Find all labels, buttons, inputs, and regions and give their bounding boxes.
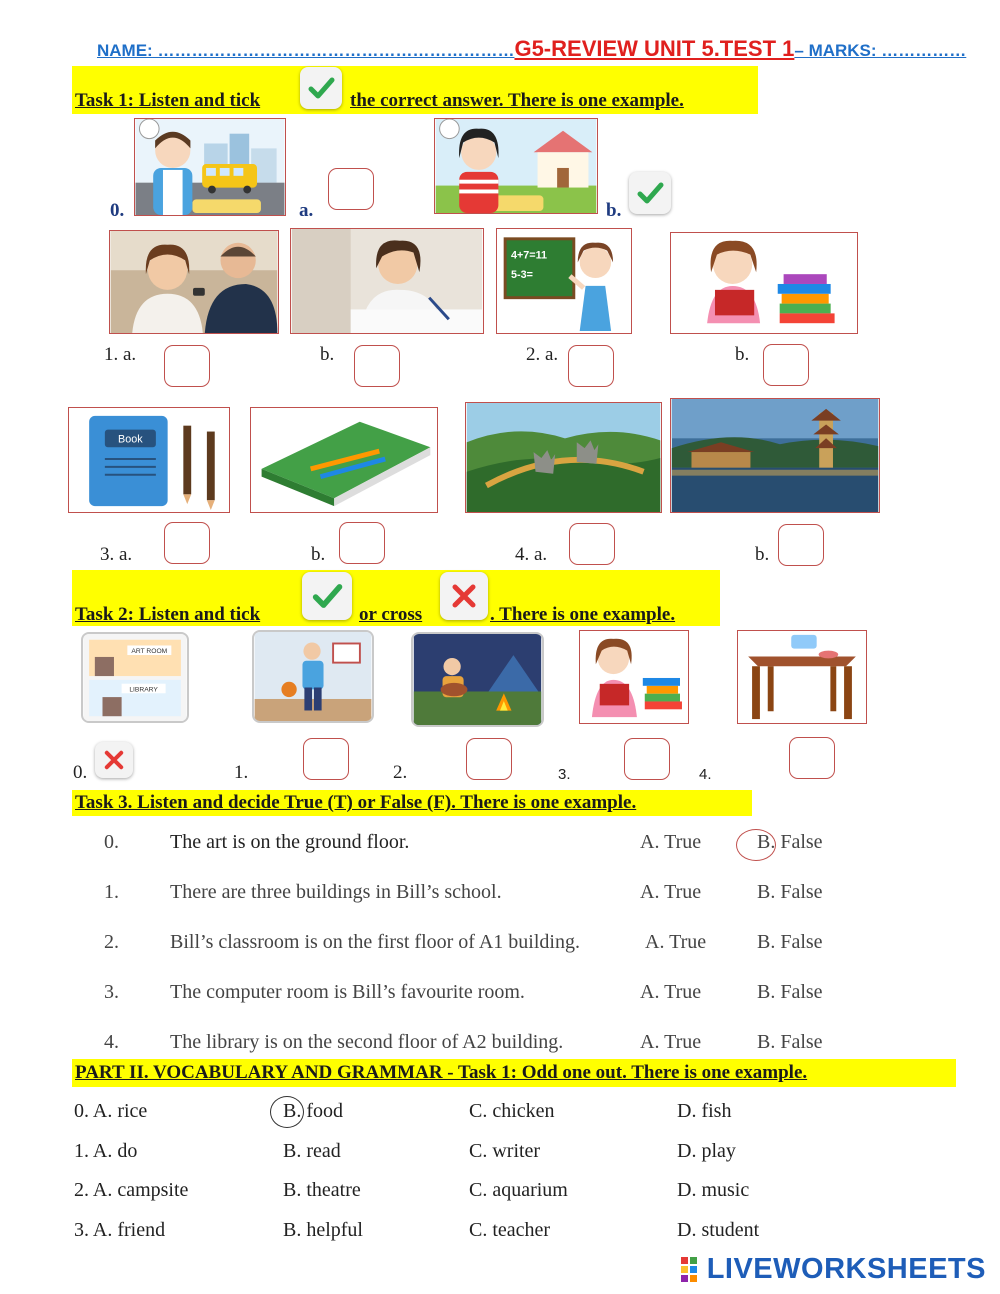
t3-num-3: 3. <box>104 981 119 1003</box>
header <box>97 36 966 62</box>
p2-item-1-b[interactable]: B. read <box>283 1140 341 1162</box>
t3-option-b-4[interactable]: B. False <box>757 1031 823 1053</box>
t3-text-2: Bill’s classroom is on the first floor of A1 building. <box>170 931 580 953</box>
art-room-sign: ART ROOM <box>131 648 168 656</box>
answer-box-4a[interactable] <box>569 523 615 565</box>
t2-label-4: 4. <box>699 766 712 783</box>
p2-item-1-a[interactable]: 1. A. do <box>74 1140 138 1162</box>
q1b-label: b. <box>320 344 335 365</box>
p2-item-1-c[interactable]: C. writer <box>469 1140 541 1162</box>
answer-box-3a[interactable] <box>164 522 210 564</box>
p2-item-0-b: B. food <box>283 1100 343 1122</box>
task1-heading-end: the correct answer. There is one example. <box>350 90 684 111</box>
p2-item-3-d[interactable]: D. student <box>677 1219 760 1241</box>
p2-item-2-b[interactable]: B. theatre <box>283 1179 361 1201</box>
p2-item-3-a[interactable]: 3. A. friend <box>74 1219 166 1241</box>
answer-box-4b[interactable] <box>778 524 824 566</box>
pagoda-lake-picture <box>670 398 880 513</box>
name-label: NAME: ……………………………………………………… <box>97 41 515 60</box>
t2-label-0: 0. <box>73 762 88 783</box>
t2-label-2: 2. <box>393 762 408 783</box>
t3-option-b-2[interactable]: B. False <box>757 931 823 953</box>
marks-label: – MARKS: …………… <box>794 41 967 60</box>
girl-reading-picture <box>670 232 858 334</box>
girl-house-picture <box>434 118 598 214</box>
cross-icon <box>95 742 133 778</box>
t2-label-1: 1. <box>234 762 249 783</box>
green-book-picture <box>250 407 438 513</box>
girl-writing-picture <box>290 228 484 334</box>
interview-picture <box>109 230 279 334</box>
table-picture <box>737 630 867 724</box>
p2-item-2-a[interactable]: 2. A. campsite <box>74 1179 189 1201</box>
cross-icon <box>440 572 488 620</box>
page-title: G5-REVIEW UNIT 5.TEST 1 <box>514 36 795 61</box>
boy-basketball-picture <box>252 630 374 723</box>
t3-text-3: The computer room is Bill’s favourite room. <box>170 981 525 1003</box>
q4b-label: b. <box>755 544 770 565</box>
answer-box-2b[interactable] <box>763 344 809 386</box>
p2-item-2-d[interactable]: D. music <box>677 1179 750 1201</box>
task3-heading: Task 3. Listen and decide True (T) or False (F). There is one example. <box>75 792 637 813</box>
t3-option-b-0: B. False <box>757 831 823 853</box>
notebook-pencils-picture <box>68 407 230 513</box>
t3-num-1: 1. <box>104 881 119 903</box>
q3b-label: b. <box>311 544 326 565</box>
logo-grid-icon <box>681 1257 707 1283</box>
board-text-1: 4+7=11 <box>511 249 548 262</box>
example-label-b: b. <box>606 200 622 221</box>
girl-blackboard-picture <box>496 228 632 334</box>
notebook-word: Book <box>118 433 143 446</box>
t3-text-1: There are three buildings in Bill’s school. <box>170 881 502 903</box>
golden-bridge-picture <box>465 402 662 513</box>
answer-box-t2-4[interactable] <box>789 737 835 779</box>
p2-item-0-a: 0. A. rice <box>74 1100 148 1122</box>
t2-label-3: 3. <box>558 766 571 783</box>
tick-icon <box>629 172 671 214</box>
t3-option-b-3[interactable]: B. False <box>757 981 823 1003</box>
answer-box-2a[interactable] <box>568 345 614 387</box>
q2a-label: 2. a. <box>526 344 559 365</box>
q3a-label: 3. a. <box>100 544 133 565</box>
tick-icon <box>300 67 342 109</box>
part2-heading: PART II. VOCABULARY AND GRAMMAR - Task 1: Odd one out. There is one example. <box>75 1062 808 1083</box>
task1-heading-start: Task 1: Listen and tick <box>75 90 261 111</box>
t3-text-4: The library is on the second floor of A2 building. <box>170 1031 564 1053</box>
t3-option-a-0: A. True <box>640 831 702 853</box>
p2-item-3-c[interactable]: C. teacher <box>469 1219 551 1241</box>
tick-icon <box>302 572 352 620</box>
answer-box-t2-1[interactable] <box>303 738 349 780</box>
liveworksheets-logo <box>681 1253 986 1286</box>
art-room-library-picture <box>81 632 189 723</box>
t3-text-0: The art is on the ground floor. <box>170 831 410 853</box>
answer-box-t2-2[interactable] <box>466 738 512 780</box>
camping-guitar-picture <box>411 632 544 727</box>
t3-option-a-3[interactable]: A. True <box>640 981 702 1003</box>
q1a-label: 1. a. <box>104 344 137 365</box>
answer-box-1b[interactable] <box>354 345 400 387</box>
library-sign: LIBRARY <box>129 686 158 694</box>
answer-box-t2-3[interactable] <box>624 738 670 780</box>
board-text-2: 5-3= <box>511 269 533 282</box>
boy-street-picture <box>134 118 286 216</box>
t3-option-a-1[interactable]: A. True <box>640 881 702 903</box>
t3-num-0: 0. <box>104 831 119 853</box>
p2-item-3-b[interactable]: B. helpful <box>283 1219 363 1241</box>
p2-item-0-d: D. fish <box>677 1100 732 1122</box>
t3-num-2: 2. <box>104 931 119 953</box>
t3-option-b-1[interactable]: B. False <box>757 881 823 903</box>
t3-option-a-2[interactable]: A. True <box>645 931 707 953</box>
t3-num-4: 4. <box>104 1031 119 1053</box>
p2-item-1-d[interactable]: D. play <box>677 1140 736 1162</box>
answer-box-example-a[interactable] <box>328 168 374 210</box>
t3-option-a-4[interactable]: A. True <box>640 1031 702 1053</box>
logo-text: LIVEWORKSHEETS <box>706 1253 986 1285</box>
p2-item-0-c: C. chicken <box>469 1100 555 1122</box>
girl-reading-picture-2 <box>579 630 689 724</box>
q4a-label: 4. a. <box>515 544 548 565</box>
task2-heading-middle: or cross <box>359 604 423 625</box>
answer-box-1a[interactable] <box>164 345 210 387</box>
task2-heading-end: . There is one example. <box>490 604 676 625</box>
example-label-a: a. <box>299 200 314 221</box>
q2b-label: b. <box>735 344 750 365</box>
p2-item-2-c[interactable]: C. aquarium <box>469 1179 568 1201</box>
task2-heading-start: Task 2: Listen and tick <box>75 604 261 625</box>
answer-box-3b[interactable] <box>339 522 385 564</box>
example-label-0: 0. <box>110 200 125 221</box>
